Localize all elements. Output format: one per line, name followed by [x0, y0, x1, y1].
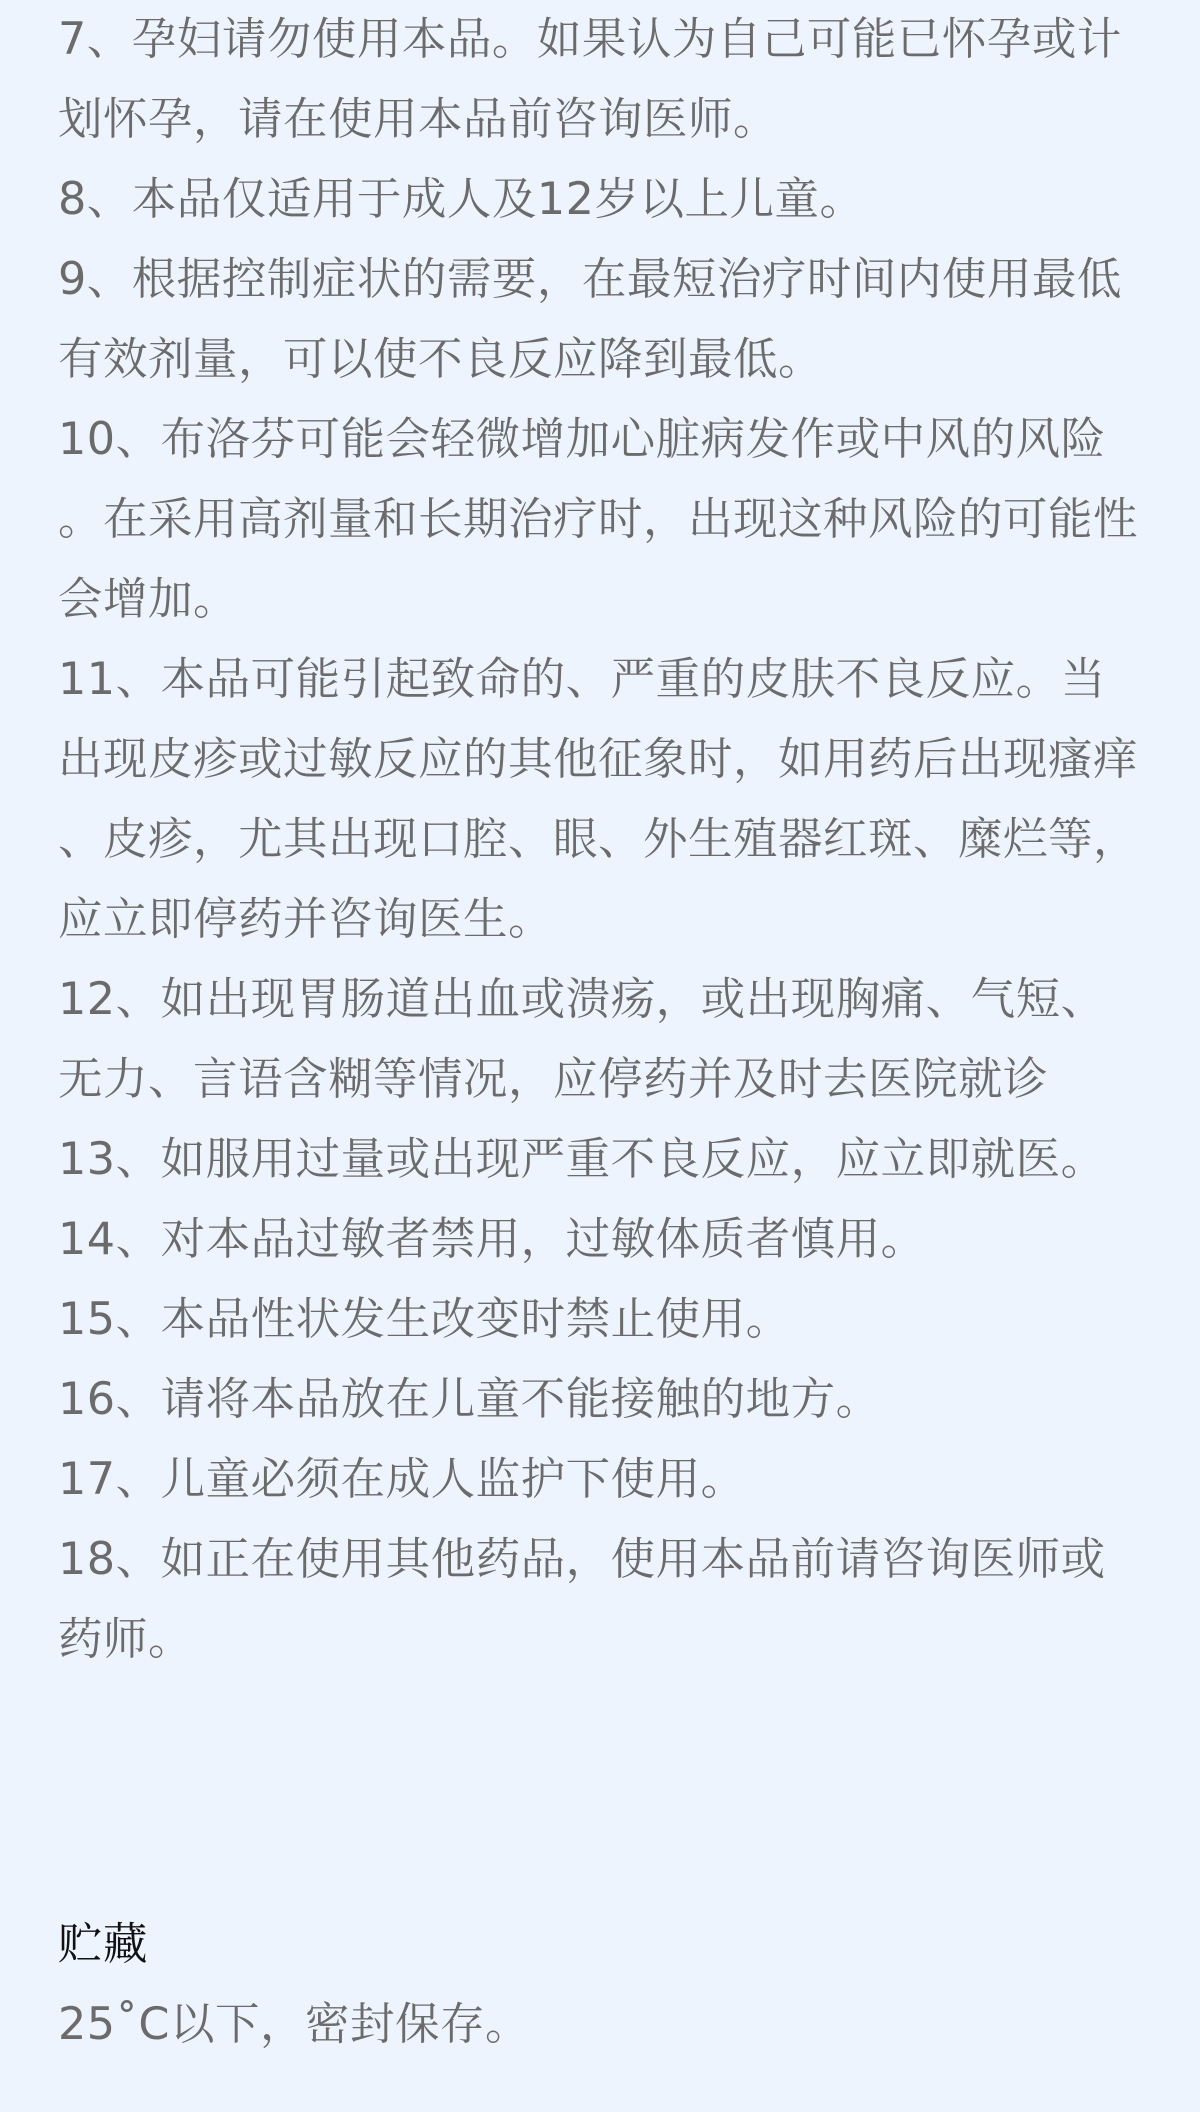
storage-text: 25˚C以下，密封保存。	[58, 1999, 530, 2050]
precaution-item-13: 13、如服用过量或出现严重不良反应，应立即就医。	[58, 1134, 1106, 1185]
precaution-item-16: 16、请将本品放在儿童不能接触的地方。	[58, 1374, 881, 1425]
precaution-item-14: 14、对本品过敏者禁用，过敏体质者慎用。	[58, 1214, 926, 1265]
precautions-list	[58, 0, 1142, 1680]
storage-heading: 贮藏	[58, 1919, 149, 1970]
precaution-item-10: 10、布洛芬可能会轻微增加心脏病发作或中风的风险。在采用高剂量和长期治疗时，出现这种风险的可能性会增加。	[58, 414, 1139, 625]
precaution-item-17: 17、儿童必须在成人监护下使用。	[58, 1454, 746, 1505]
precaution-item-12: 12、如出现胃肠道出血或溃疡，或出现胸痛、气短、无力、言语含糊等情况，应停药并及时去医院就诊	[58, 974, 1106, 1105]
precaution-item-11: 11、本品可能引起致命的、严重的皮肤不良反应。当出现皮疹或过敏反应的其他征象时，如用药后出现瘙痒、皮疹，尤其出现口腔、眼、外生殖器红斑、糜烂等，应立即停药并咨询医生。	[58, 654, 1139, 945]
precaution-item-7: 7、孕妇请勿使用本品。如果认为自己可能已怀孕或计划怀孕，请在使用本品前咨询医师。	[58, 14, 1122, 145]
precaution-item-9: 9、根据控制症状的需要，在最短治疗时间内使用最低有效剂量，可以使不良反应降到最低。	[58, 254, 1122, 385]
precaution-item-8: 8、本品仅适用于成人及12岁以上儿童。	[58, 174, 865, 225]
precaution-item-15: 15、本品性状发生改变时禁止使用。	[58, 1294, 791, 1345]
precaution-item-18: 18、如正在使用其他药品，使用本品前请咨询医师或药师。	[58, 1534, 1106, 1665]
